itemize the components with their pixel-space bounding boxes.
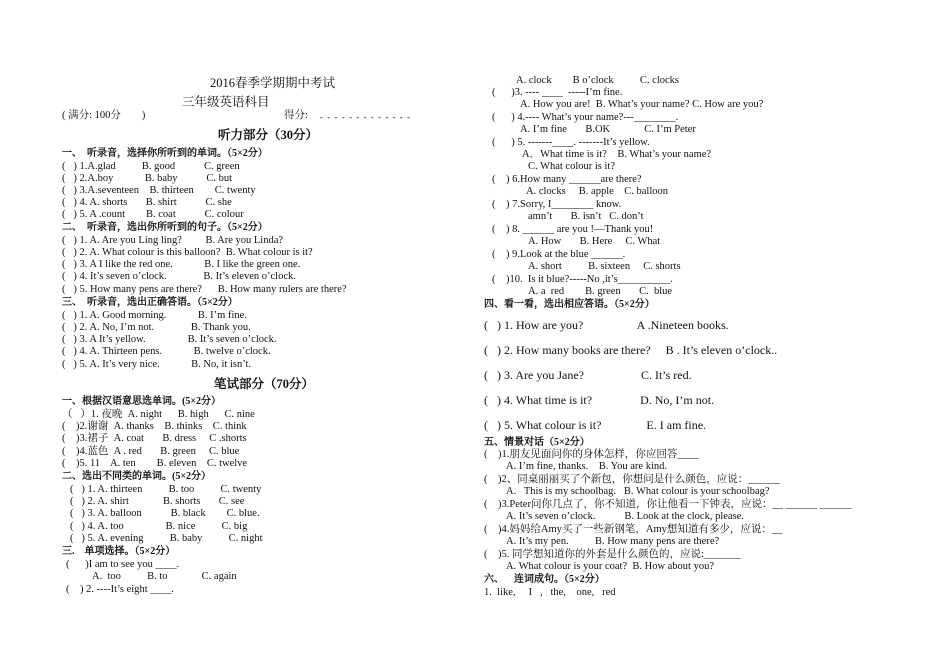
exam-subtitle: 三年级英语科目 <box>182 95 270 109</box>
w3-options: A. clock B o’clock C. clocks <box>516 75 680 86</box>
w3-options: C. What colour is it? <box>528 161 615 172</box>
w4-item: ( ) 2. How many books are there? B . It’s eleven o’clock.. <box>484 343 778 357</box>
sec2-item: ( ) 1. A. Are you Ling ling? B. Are you Linda? <box>62 235 284 246</box>
w3-options: A. short B. sixteen C. shorts <box>528 261 681 272</box>
written-section-title: 笔试部分（70分） <box>214 377 315 391</box>
w1-title: 一、根据汉语意思选单词。(5×2分） <box>62 396 222 407</box>
w4-item: ( ) 4. What time is it? D. No, I’m not. <box>484 393 715 407</box>
w5-question: ( )1.朋友见面问你的身体怎样，你应回答____ <box>484 449 699 460</box>
listening-section-title: 听力部分（30分） <box>218 128 319 142</box>
w5-question: ( )4.妈妈给Amy买了一些新钢笔，Amy想知道有多少，应说：__ <box>484 524 783 535</box>
sec1-item: ( ) 5. A .count B. coat C. colour <box>62 209 244 220</box>
w5-question: ( )5. 同学想知道你的外套是什么颜色的，应说:_______ <box>484 549 741 560</box>
w2-item: ( ) 1. A. thirteen B. too C. twenty <box>70 484 262 495</box>
w5-options: A. It’s my pen. B. How many pens are there? <box>506 536 720 547</box>
w5-options: A. This is my schoolbag. B. What colour is your schoolbag? <box>506 486 770 497</box>
w6-item: 1. like, I , the, one, red <box>484 587 616 598</box>
w4-item: ( ) 3. Are you Jane? C. It’s red. <box>484 368 692 382</box>
sec2-item: ( ) 4. It’s seven o’clock. B. It’s eleven o’clock. <box>62 271 296 282</box>
w2-item: ( ) 2. A. shirt B. shorts C. see <box>70 496 245 507</box>
w3-question: ( )10. Is it blue?-----No ,it’s__________. <box>492 274 673 285</box>
w1-item: ( )3.裙子 A. coat B. dress C .shorts <box>62 433 247 444</box>
w3-options: A. I’m fine B.OK C. I’m Peter <box>520 124 696 135</box>
w1-item: ( )4.蓝色 A . red B. green C. blue <box>62 446 240 457</box>
sec1-item: ( ) 2.A.boy B. baby C. but <box>62 173 233 184</box>
sec2-title: 二、 听录音，选出你所听到的句子。（5×2分） <box>62 222 268 233</box>
w5-options: A. It’s seven o’clock. B. Look at the clock, please. <box>506 511 744 522</box>
w2-item: ( ) 5. A. evening B. baby C. night <box>70 533 263 544</box>
w4-item: ( ) 5. What colour is it? E. I am fine. <box>484 418 707 432</box>
w2-item: ( ) 3. A. balloon B. black C. blue. <box>70 508 260 519</box>
w3-options: A. How you are! B. What’s your name? C. How are you? <box>520 99 764 110</box>
w5-title: 五、情景对话（5×2分） <box>484 437 590 448</box>
full-score-line: ( 满分: 100分 ) <box>62 110 146 121</box>
sec1-item: ( ) 1.A.glad B. good C. green <box>62 161 240 172</box>
exam-title: 2016春季学期期中考试 <box>210 76 336 90</box>
w5-question: ( )2、同桌丽丽买了个新包，你想问是什么颜色，应说：______ <box>484 474 780 485</box>
sec3-item: ( ) 4. A. Thirteen pens. B. twelve o’clock. <box>62 346 271 357</box>
w3-question: ( )3. ---- ____ -----I’m fine. <box>492 87 623 98</box>
w3-question: ( ) 8. ______ are you !—Thank you! <box>492 224 654 235</box>
w3-options: A．What time is it? B. What’s your name? <box>522 149 712 160</box>
sec3-item: ( ) 2. A. No, I’m not. B. Thank you. <box>62 322 251 333</box>
sec3-title: 三、 听录音，选出正确答语。（5×2分） <box>62 297 238 308</box>
w5-options: A. What colour is your coat? B. How about you? <box>506 561 715 572</box>
w3-question: ( ) 9.Look at the blue ______. <box>492 249 626 260</box>
sec3-item: ( ) 1. A. Good morning. B. I’m fine. <box>62 310 247 321</box>
sec2-item: ( ) 5. How many pens are there? B. How many rulers are there? <box>62 284 347 295</box>
w3-options: A. How B. Here C. What <box>528 236 661 247</box>
w6-title: 六、 连词成句。（5×2分） <box>484 574 605 585</box>
w1-item: （ ）1. 夜晚 A. night B. high C. nine <box>62 409 255 420</box>
w5-question: ( )3.Peter问你几点了，你不知道，你让他看一下钟表，应说：__ ______ ______ <box>484 499 852 510</box>
w2-item: ( ) 4. A. too B. nice C. big <box>70 521 248 532</box>
w3-question: ( ) 5. -------____. -------It’s yellow. <box>492 137 650 148</box>
sec2-item: ( ) 2. A. What colour is this balloon? B. What colour is it? <box>62 247 313 258</box>
w5-options: A. I’m fine, thanks. B. You are kind. <box>506 461 667 472</box>
w3-options: amn’t B. isn’t C. don’t <box>528 211 644 222</box>
w3-options: A. too B. to C. again <box>92 571 237 582</box>
w3-question: ( ) 7.Sorry, I________ know. <box>492 199 622 210</box>
sec1-item: ( ) 3.A.seventeen B. thirteen C. twenty <box>62 185 256 196</box>
sec3-item: ( ) 3. A It’s yellow. B. It’s seven o’clock. <box>62 334 277 345</box>
w3-options: A. clocks B. apple C. balloon <box>526 186 669 197</box>
w3-question: ( ) 2. ----It’s eight ____. <box>66 584 174 595</box>
w4-item: ( ) 1. How are you? A .Nineteen books. <box>484 318 729 332</box>
w3-question: ( ) 6.How many ______are there? <box>492 174 642 185</box>
w1-item: ( )2.谢谢 A. thanks B. thinks C. think <box>62 421 247 432</box>
w1-item: ( )5. 11 A. ten B. eleven C. twelve <box>62 458 248 469</box>
w2-title: 二、选出不同类的单词。(5×2分） <box>62 471 212 482</box>
w3-title: 三. 单项选择。（5×2分） <box>62 546 176 557</box>
sec3-item: ( ) 5. A. It’s very nice. B. No, it isn’t. <box>62 359 252 370</box>
sec1-item: ( ) 4. A. shorts B. shirt C. she <box>62 197 232 208</box>
sec1-title: 一、 听录音，选择你所听到的单词。（5×2分） <box>62 148 268 159</box>
sec2-item: ( ) 3. A I like the red one. B. I like the green one. <box>62 259 301 270</box>
score-label: 得分: <box>284 110 308 121</box>
w3-question: ( )I am to see you ____. <box>66 559 180 570</box>
score-blank: - - - - - - - - - - - - - <box>320 112 411 122</box>
w4-title: 四、看一看，选出相应答语。（5×2分） <box>484 299 655 310</box>
w3-question: ( ) 4.---- What’s your name?---________. <box>492 112 679 123</box>
w3-options: A. a red B. green C. blue <box>528 286 673 297</box>
